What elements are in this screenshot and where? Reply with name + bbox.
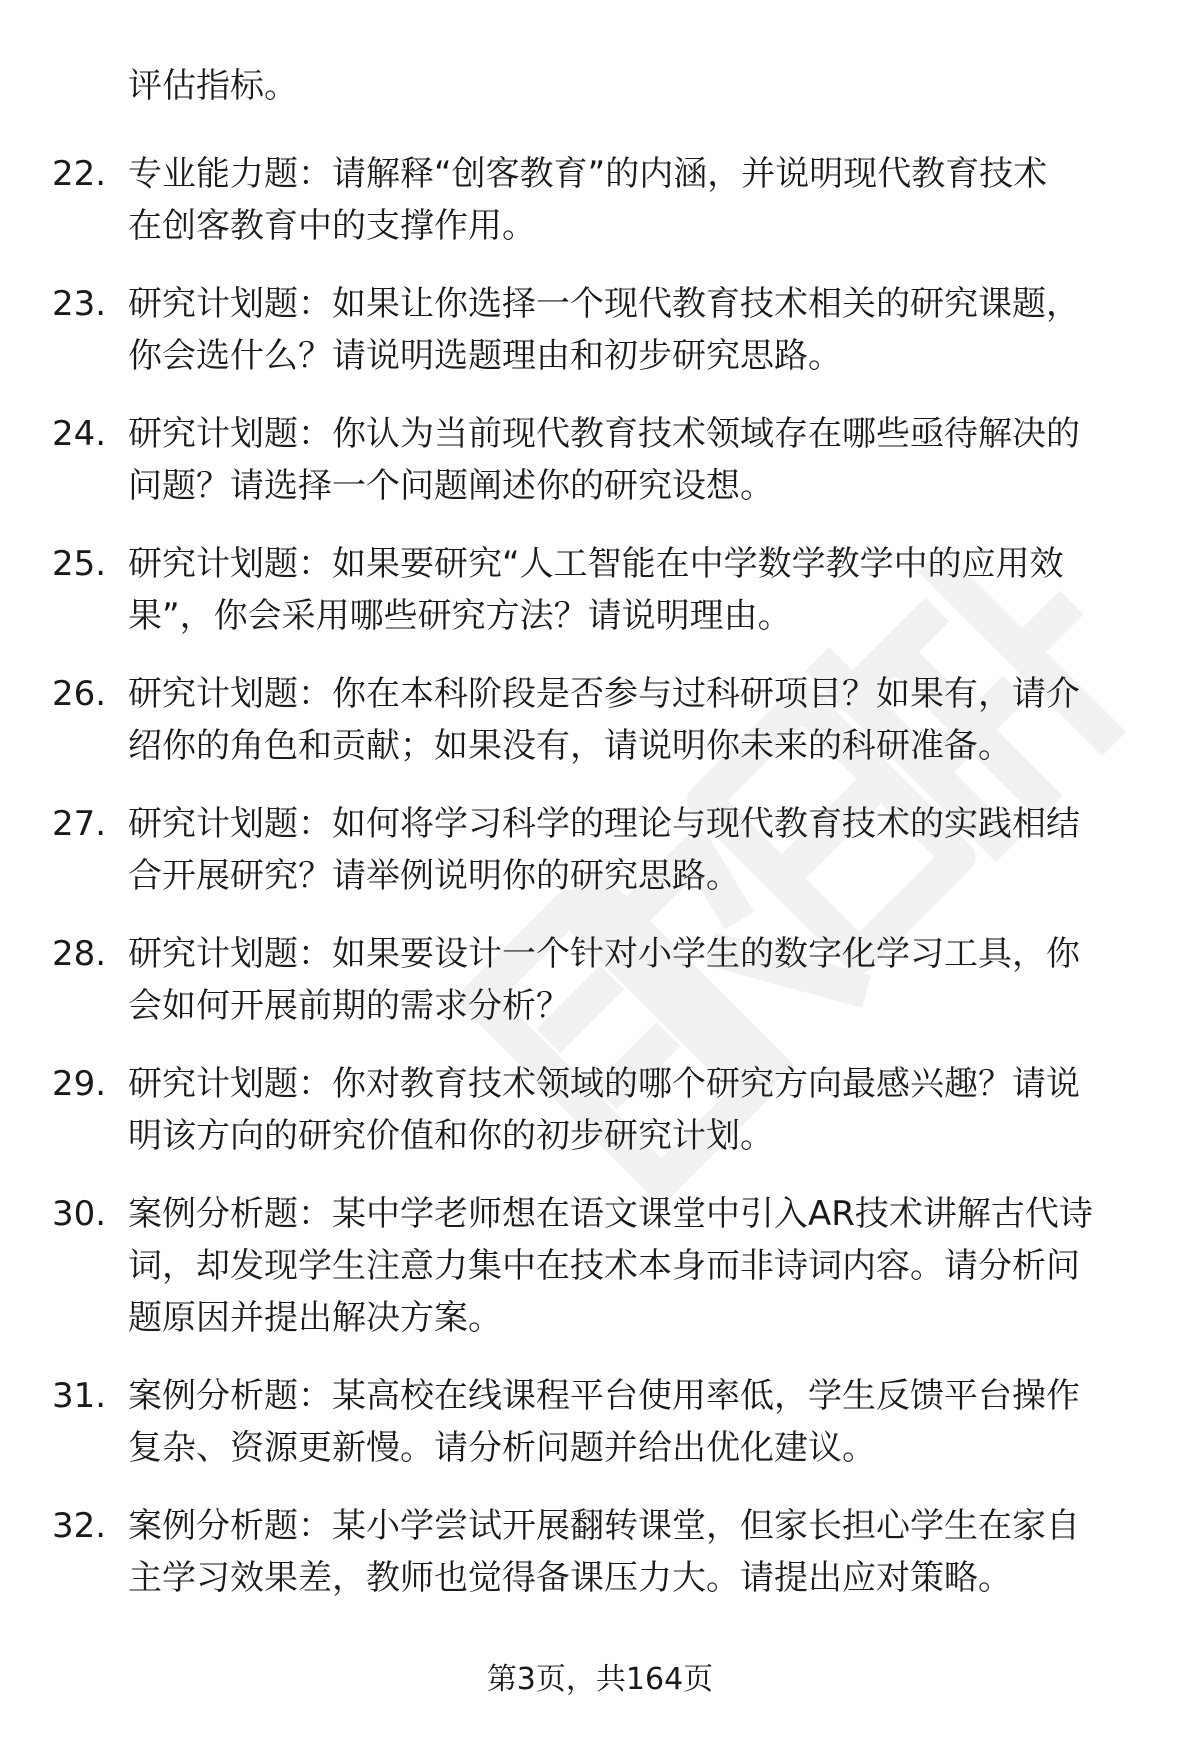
question-text-line: 案例分析题：某小学尝试开展翻转课堂，但家长担心学生在家自: [128, 1506, 1080, 1546]
question-item: [0, 1500, 1200, 1604]
question-number: 22.: [52, 154, 107, 194]
question-text-line: 研究计划题：如果要设计一个针对小学生的数字化学习工具，你: [128, 934, 1080, 974]
question-text-line: 研究计划题：你对教育技术领域的哪个研究方向最感兴趣？请说: [128, 1064, 1080, 1104]
question-item: [0, 538, 1200, 642]
question-number: 23.: [52, 284, 107, 324]
question-number: 25.: [52, 544, 107, 584]
question-item: [0, 798, 1200, 902]
question-number: 31.: [52, 1376, 107, 1416]
question-text-line: 案例分析题：某中学老师想在语文课堂中引入AR技术讲解古代诗: [128, 1194, 1093, 1234]
question-item: [0, 928, 1200, 1032]
question-text-line: 专业能力题：请解释“创客教育”的内涵，并说明现代教育技术: [128, 154, 1048, 194]
page-footer: 第3页，共164页: [486, 1662, 714, 1697]
question-number: 27.: [52, 804, 107, 844]
question-number: 28.: [52, 934, 107, 974]
question-number: 30.: [52, 1194, 107, 1234]
question-text-line: 主学习效果差，教师也觉得备课压力大。请提出应对策略。: [128, 1558, 1012, 1598]
question-number: 24.: [52, 414, 107, 454]
question-list: [0, 148, 1200, 1630]
question-text-line: 在创客教育中的支撑作用。: [128, 206, 536, 246]
question-item: [0, 668, 1200, 772]
question-number: 29.: [52, 1064, 107, 1104]
question-item: [0, 278, 1200, 382]
question-text-line: 研究计划题：你在本科阶段是否参与过科研项目？如果有，请介: [128, 674, 1080, 714]
question-text-line: 你会选什么？请说明选题理由和初步研究思路。: [128, 336, 842, 376]
question-text-line: 绍你的角色和贡献；如果没有，请说明你未来的科研准备。: [128, 726, 1012, 766]
question-item: [0, 1188, 1200, 1344]
question-text-line: 词，却发现学生注意力集中在技术本身而非诗词内容。请分析问: [128, 1246, 1080, 1286]
question-item: [0, 1058, 1200, 1162]
question-item: [0, 408, 1200, 512]
question-text-line: 明该方向的研究价值和你的初步研究计划。: [128, 1116, 774, 1156]
question-text-line: 合开展研究？请举例说明你的研究思路。: [128, 856, 740, 896]
question-text-line: 果”，你会采用哪些研究方法？请说明理由。: [128, 596, 792, 636]
question-text-line: 问题？请选择一个问题阐述你的研究设想。: [128, 466, 774, 506]
question-text-line: 研究计划题：如果要研究“人工智能在中学数学教学中的应用效: [128, 544, 1064, 584]
continuation-text: 评估指标。: [128, 66, 298, 106]
question-text-line: 研究计划题：如果让你选择一个现代教育技术相关的研究课题，: [128, 284, 1080, 324]
question-number: 32.: [52, 1506, 107, 1546]
question-number: 26.: [52, 674, 107, 714]
question-text-line: 复杂、资源更新慢。请分析问题并给出优化建议。: [128, 1428, 876, 1468]
question-text-line: 研究计划题：你认为当前现代教育技术领域存在哪些亟待解决的: [128, 414, 1080, 454]
question-item: [0, 1370, 1200, 1474]
question-text-line: 研究计划题：如何将学习科学的理论与现代教育技术的实践相结: [128, 804, 1080, 844]
question-text-line: 案例分析题：某高校在线课程平台使用率低，学生反馈平台操作: [128, 1376, 1080, 1416]
question-text-line: 题原因并提出解决方案。: [128, 1298, 502, 1338]
question-item: [0, 148, 1200, 252]
question-text-line: 会如何开展前期的需求分析？: [128, 986, 570, 1026]
